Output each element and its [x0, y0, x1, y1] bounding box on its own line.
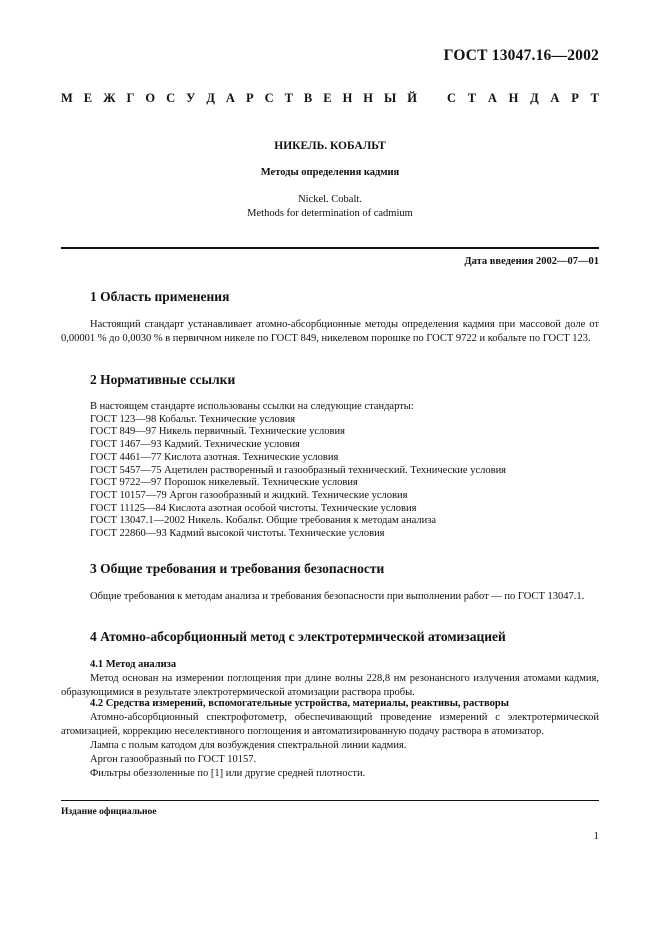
letter: Д: [206, 91, 215, 105]
paragraph: Настоящий стандарт устанавливает атомно-абсорбционные методы определения кадмия при массовой доле от 0,00001 % до 0,0030 % в первичном никеле по ГОСТ 849, никелевом порошке по ГОСТ 9722 и кобальте по ГОСТ 123.: [61, 319, 599, 344]
letter: О: [145, 91, 156, 105]
list-item: ГОСТ 849—97 Никель первичный. Технические условия: [90, 426, 345, 438]
document-title: НИКЕЛЬ. КОБАЛЬТ: [274, 140, 386, 152]
letter: Н: [363, 91, 374, 105]
paragraph: Лампа с полым катодом для возбуждения спектральной линии кадмия.: [90, 740, 407, 751]
list-item: ГОСТ 13047.1—2002 Никель. Кобальт. Общие требования к методам анализа: [90, 515, 437, 527]
letter: Т: [467, 91, 477, 105]
section-4-heading: 4 Атомно-абсорбционный метод с электротермической атомизацией: [90, 629, 506, 644]
section-2-heading: 2 Нормативные ссылки: [90, 372, 236, 387]
standard-type-word-2: [447, 91, 599, 106]
letter: А: [487, 91, 497, 105]
letter: Н: [342, 91, 353, 105]
list-item: ГОСТ 22860—93 Кадмий высокой чистоты. Технические условия: [90, 528, 385, 540]
letter: Ж: [103, 91, 116, 105]
list-item: ГОСТ 4461—77 Кислота азотная. Технические условия: [90, 451, 339, 463]
letter: Т: [590, 91, 599, 105]
list-item: ГОСТ 9722—97 Порошок никелевый. Технические условия: [90, 477, 358, 489]
letter: С: [447, 91, 457, 105]
section-3-heading: 3 Общие требования и требования безопасности: [90, 561, 385, 576]
letter: Н: [508, 91, 519, 105]
standard-type-word-1: [61, 91, 417, 106]
list-item: ГОСТ 123—98 Кобальт. Технические условия: [90, 413, 296, 425]
letter: Т: [284, 91, 293, 105]
normative-references-list: [90, 401, 506, 541]
list-item: ГОСТ 5457—75 Ацетилен растворенный и газообразный технический. Технические условия: [90, 464, 507, 476]
letter: В: [303, 91, 313, 105]
paragraph: Аргон газообразный по ГОСТ 10157.: [90, 754, 257, 765]
paragraph: Атомно-абсорбционный спектрофотометр, обеспечивающий проведение измерений с электротермической атомизацией, коррекцию неселективного поглощения и автоматизированную подачу раствора в атомизатор.: [61, 712, 599, 737]
paragraph: Общие требования к методам анализа и требования безопасности при выполнении работ — по ГОСТ 13047.1.: [90, 591, 585, 602]
header-divider: [61, 247, 599, 249]
letter: С: [166, 91, 176, 105]
letter: Р: [245, 91, 254, 105]
list-item: ГОСТ 11125—84 Кислота азотная особой чистоты. Технические условия: [90, 502, 417, 514]
document-number: ГОСТ 13047.16—2002: [443, 47, 599, 64]
letter: Е: [323, 91, 332, 105]
list-item: В настоящем стандарте использованы ссылки на следующие стандарты:: [90, 401, 414, 412]
letter: Р: [571, 91, 579, 105]
subsection-4-1-heading: 4.1 Метод анализа: [90, 659, 177, 670]
letter: А: [550, 91, 560, 105]
section-1-heading: 1 Область применения: [90, 289, 230, 304]
letter: У: [186, 91, 196, 105]
paragraph: Метод основан на измерении поглощения при длине волны 228,8 нм резонансного излучения атомами кадмия, образующимися в результате электротермической атомизации раствора пробы.: [61, 673, 599, 698]
introduction-date: Дата введения 2002—07—01: [464, 256, 599, 267]
letter: Е: [83, 91, 93, 105]
list-item: ГОСТ 10157—79 Аргон газообразный и жидкий. Технические условия: [90, 489, 408, 501]
letter: Й: [407, 91, 417, 105]
subsection-4-2-body: [61, 711, 599, 781]
page-number: 1: [593, 830, 599, 842]
list-item: ГОСТ 1467—93 Кадмий. Технические условия: [90, 439, 300, 451]
paragraph: Фильтры обеззоленные по [1] или другие средней плотности.: [90, 768, 366, 779]
letter: А: [225, 91, 235, 105]
letter: Ы: [384, 91, 397, 105]
letter: М: [61, 91, 73, 105]
letter: С: [264, 91, 274, 105]
letter: Г: [126, 91, 135, 105]
edition-note: Издание официальное: [61, 807, 157, 817]
section-1-body: [61, 318, 599, 346]
letter: Д: [530, 91, 539, 105]
subsection-4-2-heading: 4.2 Средства измерений, вспомогательные устройства, материалы, реактивы, растворы: [90, 698, 509, 709]
standard-type-line: [61, 91, 599, 106]
subsection-4-1-body: [61, 672, 599, 700]
document-subtitle: Методы определения кадмия: [260, 167, 400, 178]
english-title-line-1: Nickel. Cobalt.: [298, 194, 362, 205]
english-title-line-2: Methods for determination of cadmium: [247, 208, 413, 219]
footer-divider: [61, 800, 599, 801]
section-3-body: [61, 590, 599, 604]
